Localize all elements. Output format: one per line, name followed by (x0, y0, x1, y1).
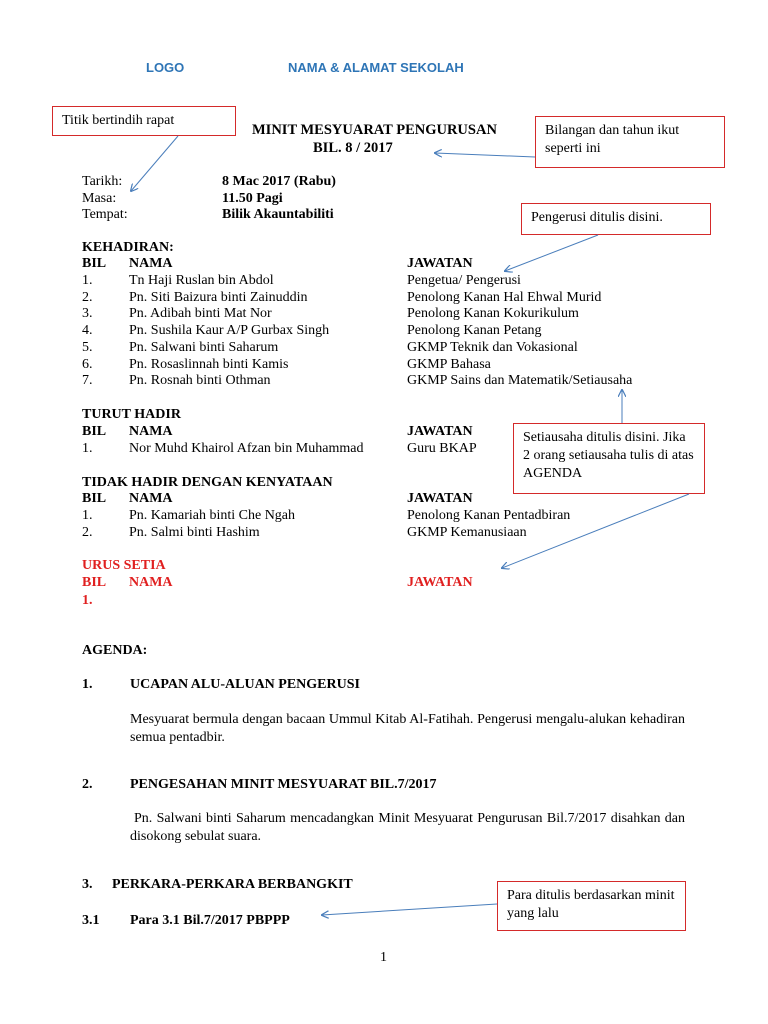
agenda-item2-title: PENGESAHAN MINIT MESYUARAT BIL.7/2017 (130, 777, 437, 792)
list-item (82, 508, 702, 525)
kehadiran-heading: KEHADIRAN: (82, 240, 174, 255)
tempat-label: Tempat: (82, 207, 128, 222)
row-no: 1. (82, 273, 93, 288)
agenda-item1-text: Mesyuarat bermula dengan bacaan Ummul Kitab Al-Fatihah. Pengerusi mengalu-alukan kehadiran semua pentadbir. (130, 712, 685, 745)
list-item (82, 273, 702, 290)
row-jawatan: Penolong Kanan Hal Ehwal Murid (407, 289, 602, 305)
row-jawatan: GKMP Kemanusiaan (407, 525, 527, 540)
callout-bilangan-text: Bilangan dan tahun ikut seperti ini (545, 123, 680, 156)
col-jawatan: JAWATAN (407, 256, 473, 271)
list-item (82, 441, 702, 458)
urus-setia-heading: URUS SETIA (82, 558, 166, 573)
minutes-title: MINIT MESYUARAT PENGURUSAN (252, 122, 497, 138)
turut-hadir-header-row (82, 424, 702, 441)
col-jawatan: JAWATAN (407, 575, 473, 590)
row-nama: Pn. Sushila Kaur A/P Gurbax Singh (129, 323, 330, 339)
row-jawatan: GKMP Bahasa (407, 356, 491, 372)
row-nama: Nor Muhd Khairol Afzan bin Muhammad (129, 441, 364, 456)
row-jawatan: Penolong Kanan Petang (407, 323, 542, 339)
col-nama: NAMA (129, 424, 173, 439)
row-no: 1. (82, 508, 93, 523)
agenda-item31-no: 3.1 (82, 913, 100, 928)
col-bil: BIL (82, 491, 107, 506)
logo-placeholder: LOGO (146, 60, 185, 75)
list-item (82, 290, 702, 307)
arrow-bilangan (435, 153, 535, 157)
col-nama: NAMA (129, 575, 173, 590)
school-name-address: NAMA & ALAMAT SEKOLAH (288, 60, 464, 75)
urus-setia-header-row (82, 575, 702, 592)
row-no: 2. (82, 525, 93, 540)
agenda-item31-title: Para 3.1 Bil.7/2017 PBPPP (130, 913, 290, 928)
row-no: 2. (82, 289, 93, 305)
row-nama: Pn. Kamariah binti Che Ngah (129, 508, 296, 523)
tidak-hadir-heading: TIDAK HADIR DENGAN KENYATAAN (82, 475, 333, 490)
row-jawatan: Penolong Kanan Kokurikulum (407, 306, 579, 322)
row-nama: Pn. Salmi binti Hashim (129, 525, 260, 540)
callout-pengerusi-text: Pengerusi ditulis disini. (531, 210, 663, 225)
page-number: 1 (380, 950, 387, 965)
agenda-item1-title: UCAPAN ALU-ALUAN PENGERUSI (130, 677, 360, 692)
row-no: 3. (82, 306, 93, 322)
list-item (82, 373, 702, 390)
arrow-titik (131, 136, 178, 191)
callout-setiausaha-text: Setiausaha ditulis disini. Jika 2 orang setiausaha tulis di atas AGENDA (523, 430, 694, 481)
agenda-item3-title: PERKARA-PERKARA BERBANGKIT (112, 877, 353, 892)
tidak-hadir-header-row (82, 491, 702, 508)
arrow-para (322, 904, 497, 915)
list-item (82, 306, 702, 323)
callout-titik-text: Titik bertindih rapat (62, 113, 175, 128)
row-nama: Pn. Salwani binti Saharum (129, 339, 279, 355)
masa-label: Masa: (82, 191, 117, 206)
minutes-number: BIL. 8 / 2017 (313, 140, 393, 156)
callout-para-text: Para ditulis berdasarkan minit yang lalu (507, 888, 675, 921)
row-nama: Pn. Siti Baizura binti Zainuddin (129, 289, 308, 305)
row-no: 1. (82, 441, 93, 456)
row-nama: Pn. Rosnah binti Othman (129, 373, 271, 389)
kehadiran-header-row (82, 256, 702, 273)
col-jawatan: JAWATAN (407, 424, 473, 439)
list-item (82, 357, 702, 374)
agenda-item1-no: 1. (82, 677, 93, 692)
agenda-heading: AGENDA: (82, 643, 148, 658)
row-nama: Pn. Adibah binti Mat Nor (129, 306, 272, 322)
col-bil: BIL (82, 424, 107, 439)
col-jawatan: JAWATAN (407, 491, 473, 506)
list-item (82, 340, 702, 357)
row-no: 6. (82, 356, 93, 372)
row-jawatan: Penolong Kanan Pentadbiran (407, 508, 571, 523)
row-no: 7. (82, 373, 93, 389)
turut-hadir-heading: TURUT HADIR (82, 407, 181, 422)
tarikh-value: 8 Mac 2017 (Rabu) (222, 174, 336, 189)
row-jawatan: GKMP Sains dan Matematik/Setiausaha (407, 373, 633, 389)
row-jawatan: Guru BKAP (407, 441, 477, 456)
agenda-item2-text: Pn. Salwani binti Saharum mencadangkan Minit Mesyuarat Pengurusan Bil.7/2017 disahkan dan disokong sebulat suara. (130, 811, 685, 844)
agenda-item2-no: 2. (82, 777, 93, 792)
tarikh-label: Tarikh: (82, 174, 123, 189)
row-jawatan: GKMP Teknik dan Vokasional (407, 339, 578, 355)
list-item (82, 525, 702, 542)
row-no: 5. (82, 339, 93, 355)
col-nama: NAMA (129, 256, 173, 271)
row-nama: Pn. Rosaslinnah binti Kamis (129, 356, 289, 372)
urus-setia-no: 1. (82, 593, 93, 608)
list-item (82, 323, 702, 340)
row-nama: Tn Haji Ruslan bin Abdol (129, 273, 274, 288)
col-nama: NAMA (129, 491, 173, 506)
col-bil: BIL (82, 256, 107, 271)
row-no: 4. (82, 323, 93, 339)
masa-value: 11.50 Pagi (222, 191, 283, 206)
col-bil: BIL (82, 575, 107, 590)
row-jawatan: Pengetua/ Pengerusi (407, 273, 521, 288)
agenda-item3-no: 3. (82, 877, 93, 892)
tempat-value: Bilik Akauntabiliti (222, 207, 334, 222)
